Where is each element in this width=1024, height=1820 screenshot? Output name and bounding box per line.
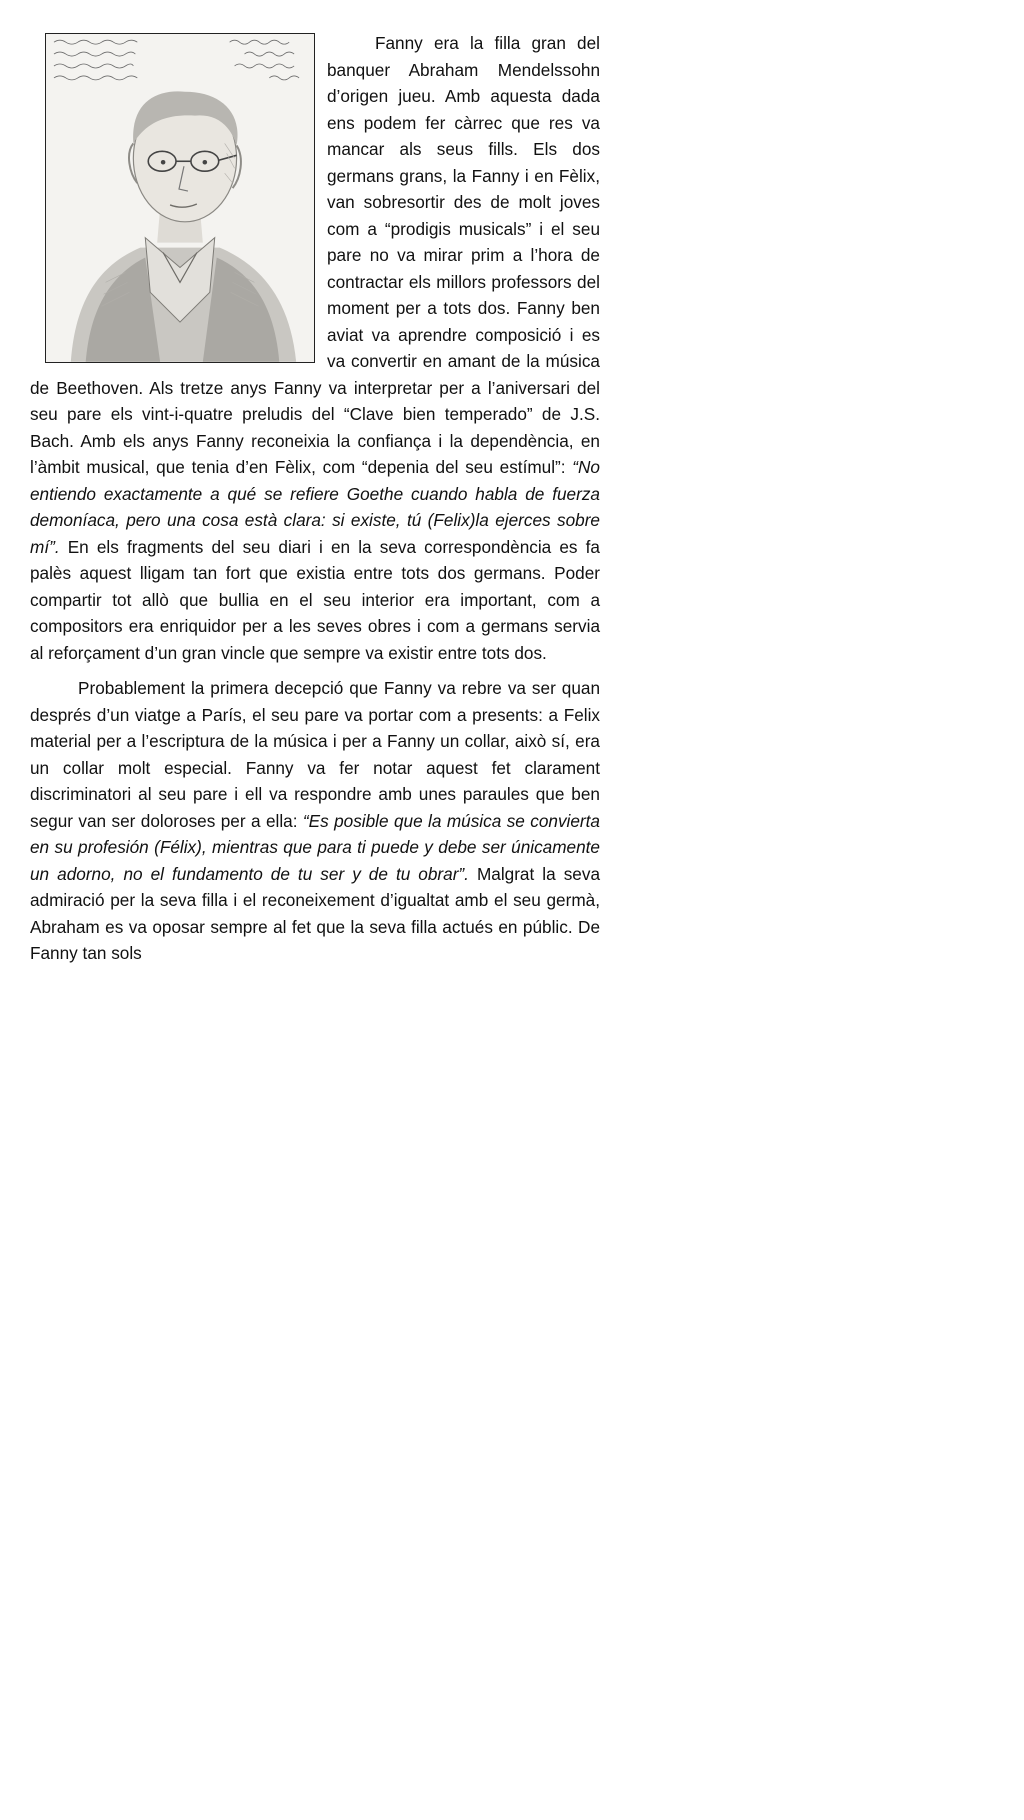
paragraph-2-quote: “Es posible que la música se convierta en su profesión (Félix), mientras que para ti puede y debe ser únicamente un adorno, no el fundamento de tu ser y de tu obrar”.	[30, 810, 600, 884]
paragraph-1-text-a: Fanny era la filla gran del banquer Abraham Mendelssohn d’origen jueu. Amb aquesta dada ens podem fer càrrec que res va mancar als seus fills. Els dos germans grans, la Fanny i en Fèlix, van sobresortir des de molt joves com a “prodigis musicals” i el seu pare no va mirar prim a l’hora de contractar els millors professors del moment per a tots dos. Fanny ben aviat va aprendre composició i es va convertir en amant de la música de Beethoven. Als tretze anys Fanny va interpretar per a l’aniversari del seu pare els vint-i-quatre preludis del “Clave bien temperado” de J.S. Bach. Amb els anys Fanny reconeixia la confiança i la dependència, en l’àmbit musical, que tenia d’en Fèlix, com “depenia del seu estímul”:	[30, 33, 600, 477]
portrait-image	[45, 33, 315, 363]
paragraph-2-text-a: Probablement la primera decepció que Fanny va rebre va ser quan després d’un viatge a París, el seu pare va portar com a presents: a Felix material per a l’escriptura de la música i per a Fanny un collar, això sí, era un collar molt especial. Fanny va fer notar aquest fet clarament discriminatori al seu pare i ell va respondre amb unes paraules que ben segur van ser doloroses per a ella:	[30, 678, 600, 831]
paragraph-2-text-b: Malgrat la seva admiració per la seva filla i el reconeixement d’igualtat amb el seu germà, Abraham es va oposar sempre al fet que la seva filla actués en públic. De Fanny tan sols	[30, 863, 600, 963]
document-page	[30, 30, 600, 976]
paragraph-1-quote: “No entiendo exactamente a qué se refiere Goethe cuando habla de fuerza demoníaca, pero una cosa està clara: si existe, tú (Felix)la ejerces sobre mí”.	[30, 457, 600, 557]
paragraph-2	[30, 675, 600, 967]
pencil-portrait-sketch-icon	[46, 34, 314, 362]
paragraph-1-text-b: En els fragments del seu diari i en la seva correspondència es fa palès aquest lligam tan fort que existia entre tots dos germans. Poder compartir tot allò que bullia en el seu interior era important, com a compositors era enriquidor per a les seves obres i com a germans servia al reforçament d’un gran vincle que sempre va existir entre tots dos.	[30, 536, 600, 663]
